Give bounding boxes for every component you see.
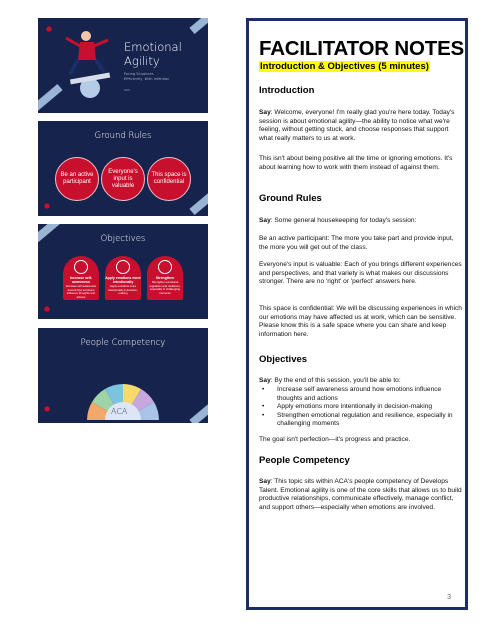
slide-thumbnail-objectives[interactable] [38,224,208,319]
objectives-text: : By the end of this session, you'll be able to: [270,377,401,384]
objective-card-body: Apply emotions more intentionally in decision-making [108,284,138,295]
decorative-dot [42,201,52,211]
list-item: • Increase self awareness around how emotions influence thoughts and actions [259,386,459,403]
decorative-dot [42,304,52,314]
slide-subtitle: Effectively, With Intention [124,77,170,81]
say-label: Say [259,109,271,116]
brain-icon [116,260,130,274]
slide-title: Ground Rules [94,131,152,141]
objective-card-head: Apply emotions more intentionally [105,276,141,284]
objectives-list [259,386,459,429]
ground-rules-heading: Ground Rules [259,193,322,204]
people-competency-text: : This topic sits within ACA's people competency of Develops Talent. Emotional agility is one of the core skills that allows us to build productive relationships, communicate effectively, manage conflict, and support others—especially when emotions are involved. [259,478,462,512]
objective-card [63,256,99,300]
say-label: Say [259,478,271,485]
slide-thumbnail-title[interactable] [38,18,208,113]
slide-title-line2: Agility [124,54,160,68]
rule-circle: This space is confidential [147,157,191,201]
slide-title: People Competency [80,338,166,348]
slide-thumbnail-ground-rules[interactable] [38,121,208,216]
notes-title: FACILITATOR NOTES [259,37,465,60]
decorative-stripe [38,84,63,112]
intro-paragraph-2: This isn't about being positive all the time or ignoring emotions. It's about learning how to work with them instead of against them. [259,155,453,171]
objective-card-head: Increase self-awareness [69,276,93,284]
rule-circle: Everyone's input is valuable [101,157,145,201]
slide-tag: ACA [124,88,131,92]
slide-title: Objectives [100,234,146,244]
decorative-dot [44,24,54,34]
ground-rule-paragraph: Be an active participant: The more you take part and provide input, the more you will get out of the class. [259,235,454,251]
rule-circle: Be an active participant [55,157,99,201]
decorative-stripe [189,398,208,423]
objective-card [105,256,141,300]
decorative-stripe [189,187,208,215]
balance-figure-icon [60,26,120,106]
target-icon [74,260,88,274]
slide-title-line1: Emotional [124,40,182,54]
page-number: 3 [447,594,451,601]
say-label: Say [259,217,271,224]
ground-rule-paragraph: Everyone's input is valuable: Each of you brings different experiences and perspectives, and that variety is what makes our discussions stronger. There are no 'right' or 'perfect' answers here. [259,261,462,286]
objectives-goal: The goal isn't perfection—it's progress and practice. [259,436,411,443]
say-label: Say [259,377,271,384]
objective-card-body: Increase self awareness around how emotions influence thoughts and actions [65,284,97,299]
objectives-intro [259,377,463,386]
ground-rules-intro [259,217,463,226]
slide-thumbnail-people-competency[interactable] [38,328,208,423]
decorative-dot [42,404,52,414]
objectives-heading: Objectives [259,354,308,365]
wheel-center-label: ACA [111,407,128,416]
list-item: • Strengthen emotional regulation and resilience, especially in challenging moments [259,412,459,429]
notes-subtitle: Introduction & Objectives (5 minutes) [260,61,429,72]
intro-paragraph [259,109,463,144]
list-item: • Apply emotions more intentionally in decision-making [259,403,459,412]
decorative-stripe [189,18,208,34]
facilitator-notes-panel [246,18,468,610]
slide-subtitle: Facing Situations [124,72,154,76]
intro-text: : Welcome, everyone! I'm really glad you're here today. Today's session is about emotional agility—the ability to notice what we're feeling, without getting stuck, and choose responses that support what really matters to us at work. [259,109,455,143]
objective-card-body: Strengthen emotional regulation and resilience, especially in challenging moments [149,280,181,295]
people-competency-heading: People Competency [259,455,350,466]
intro-heading: Introduction [259,85,315,96]
ground-rule-paragraph: This space is confidential: We will be discussing experiences in which our emotions may have affected us at work, which can be sensitive. Please know this is a safe space where you can share and keep information here. [259,305,462,339]
people-competency-paragraph [259,478,463,513]
heart-icon [158,260,172,274]
objective-card-head: Strengthen [155,276,175,280]
ground-rules-text: : Some general housekeeping for today's session: [270,217,417,224]
objective-card [147,256,183,300]
